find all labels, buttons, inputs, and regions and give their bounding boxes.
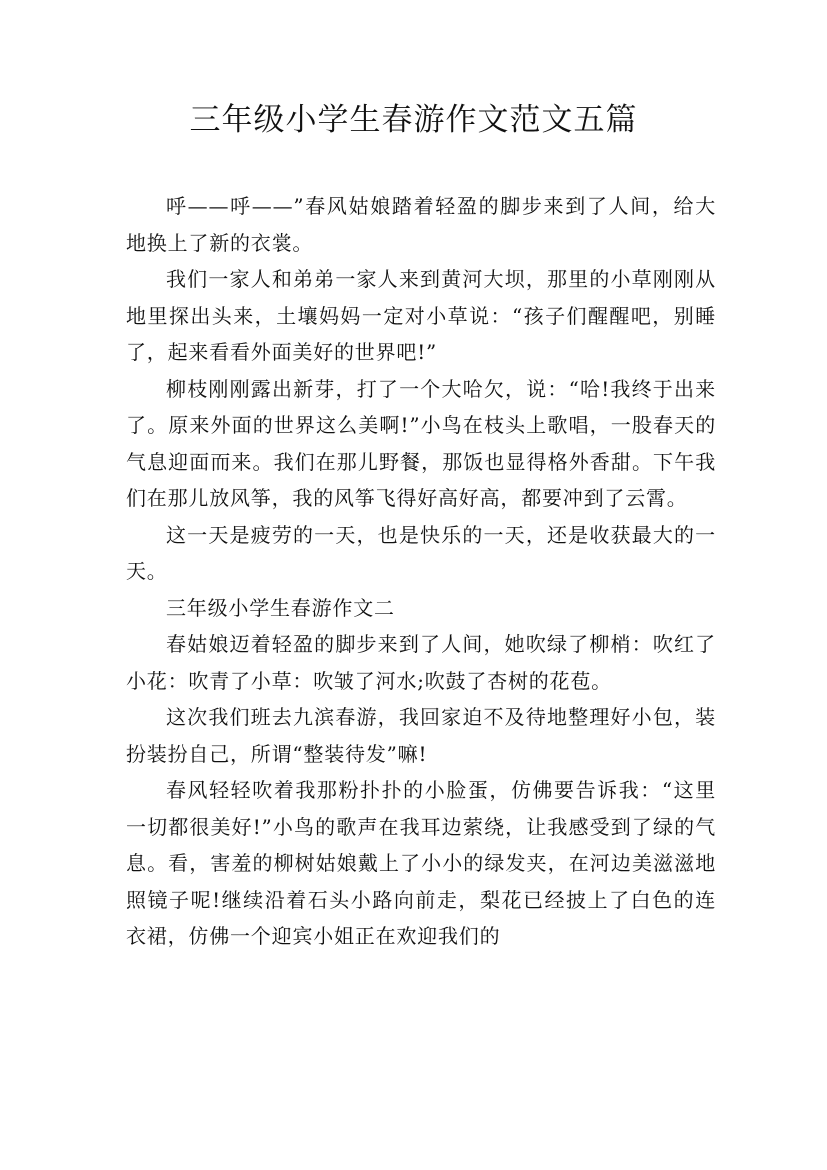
- document-title: 三年级小学生春游作文范文五篇: [189, 102, 638, 138]
- section-heading-2: 三年级小学生春游作文二: [166, 595, 395, 620]
- paragraph-1: 呼——呼——”春风姑娘踏着轻盈的脚步来到了人间，给大地换上了新的衣裳。: [126, 194, 716, 255]
- document-body: [126, 188, 716, 955]
- paragraph-7: 春风轻轻吹着我那粉扑扑的小脸蛋，仿佛要告诉我：“这里一切都很美好!”小鸟的歌声在我耳边萦绕，让我感受到了绿的气息。看，害羞的柳树姑娘戴上了小小的绿发夹，在河边美滋滋地照镜子呢!继续沿着石头小路向前走，梨花已经披上了白色的连衣裙，仿佛一个迎宾小姐正在欢迎我们的: [126, 778, 716, 948]
- paragraph-3: 柳枝刚刚露出新芽，打了一个大哈欠，说：“哈!我终于出来了。原来外面的世界这么美啊!”小鸟在枝头上歌唱，一股春天的气息迎面而来。我们在那儿野餐，那饭也显得格外香甜。下午我们在那儿放风筝，我的风筝飞得好高好高，都要冲到了云霄。: [126, 376, 716, 510]
- paragraph-5: 春姑娘迈着轻盈的脚步来到了人间，她吹绿了柳梢：吹红了小花：吹青了小草：吹皱了河水;吹鼓了杏树的花苞。: [126, 632, 716, 693]
- paragraph-2: 我们一家人和弟弟一家人来到黄河大坝，那里的小草刚刚从地里探出头来，土壤妈妈一定对小草说：“孩子们醒醒吧，别睡了，起来看看外面美好的世界吧!”: [126, 267, 716, 364]
- paragraph-6: 这次我们班去九滨春游，我回家迫不及待地整理好小包，装扮装扮自己，所谓“整装待发”嘛!: [126, 705, 716, 766]
- paragraph-4: 这一天是疲劳的一天，也是快乐的一天，还是收获最大的一天。: [126, 522, 716, 583]
